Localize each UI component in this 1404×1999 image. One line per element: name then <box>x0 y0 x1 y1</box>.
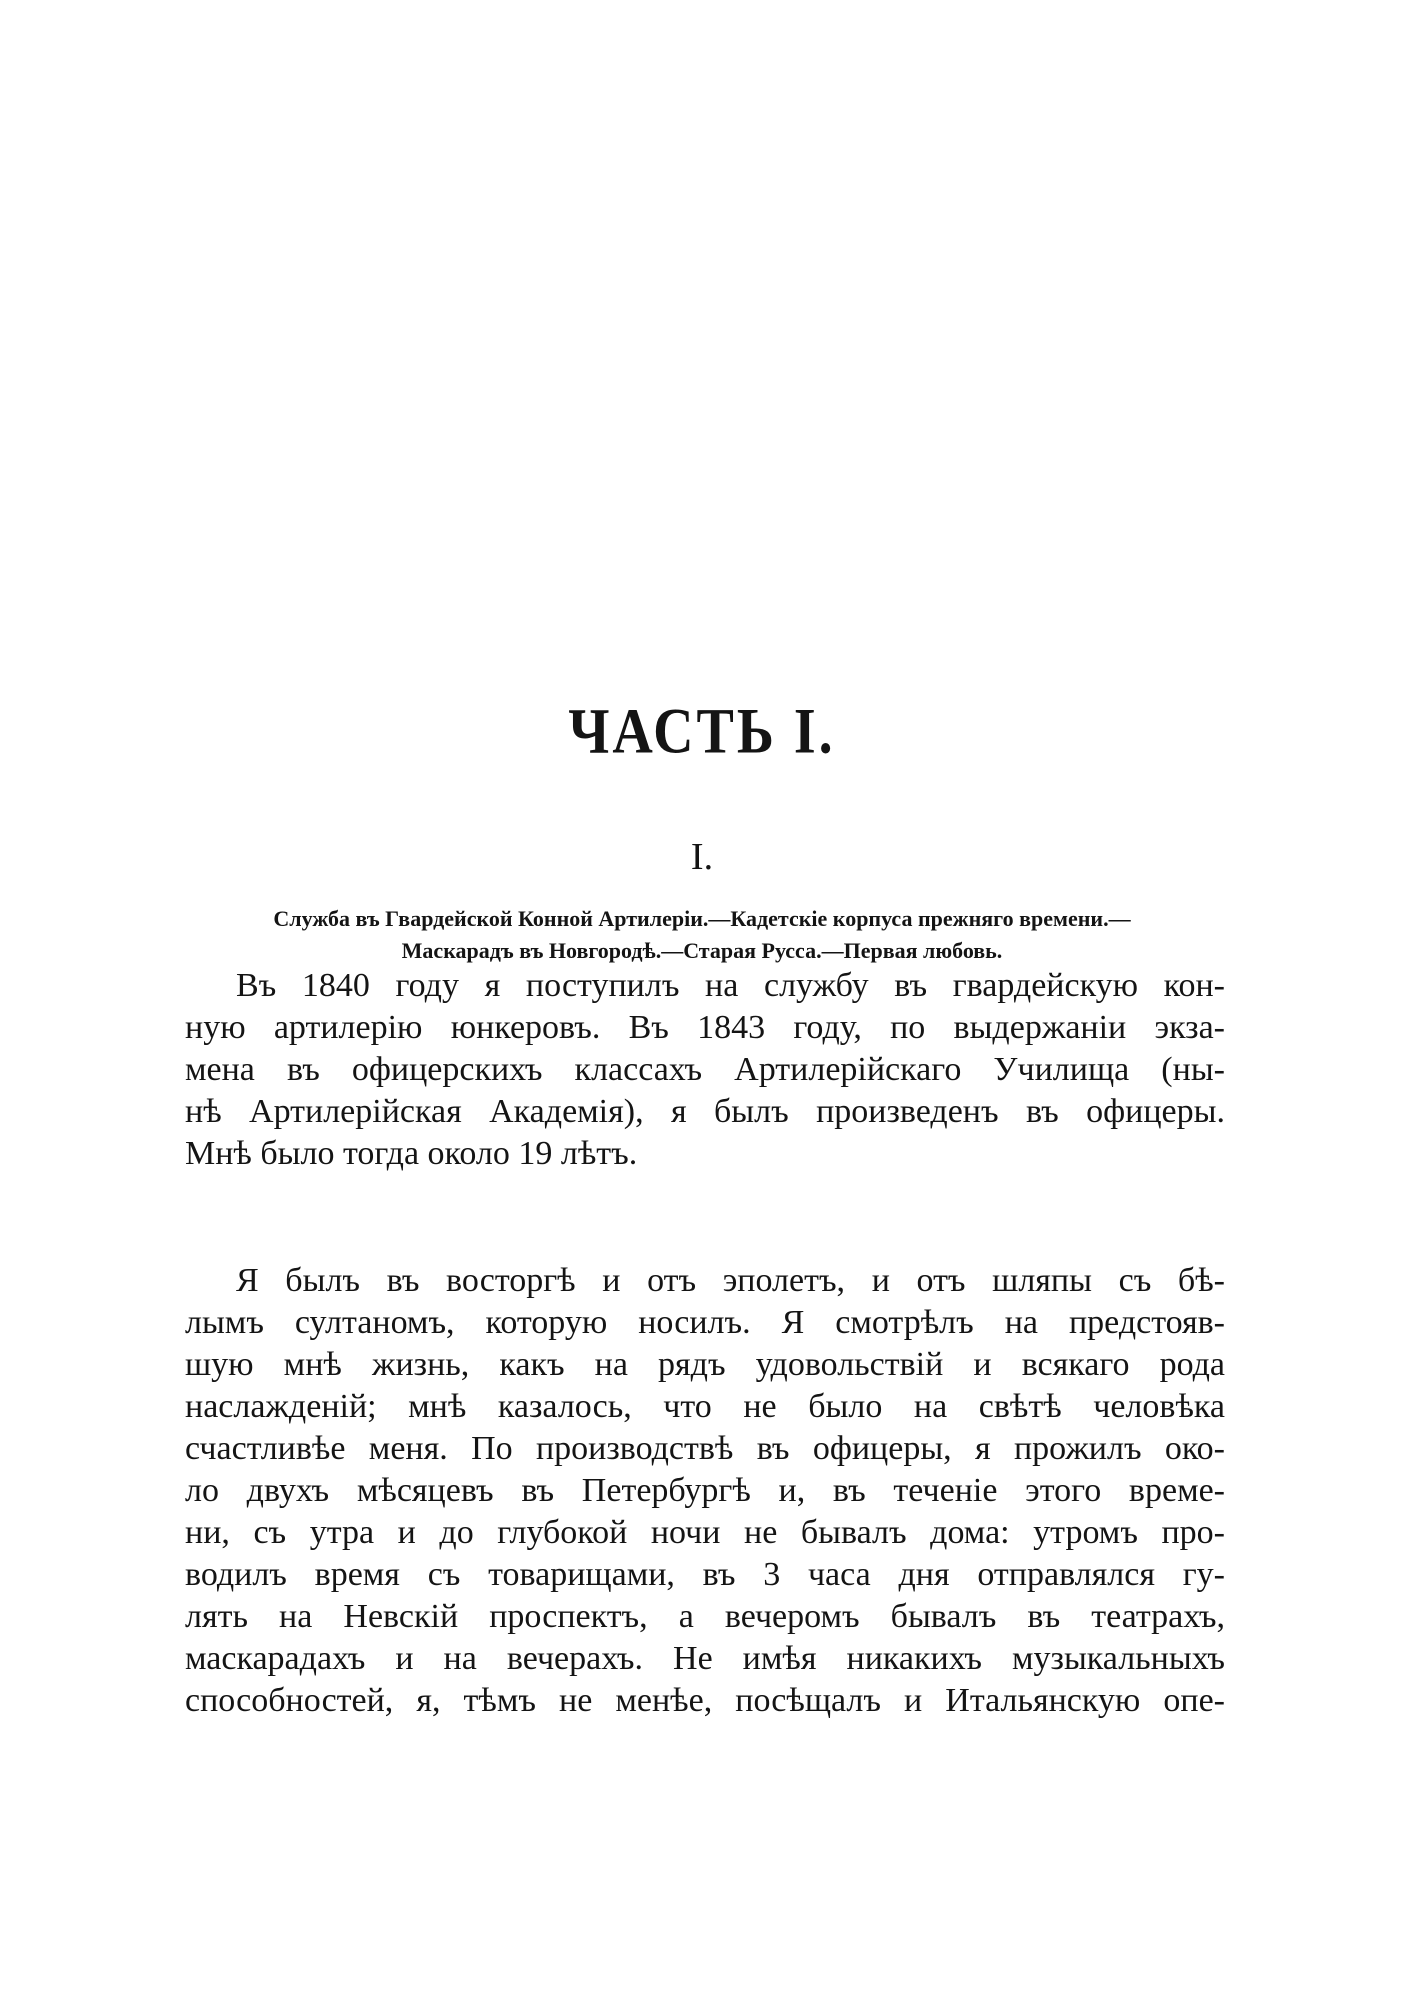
paragraph-2 <box>185 1260 1225 1722</box>
chapter-synopsis <box>170 903 1234 967</box>
text-line: наслажденiй; мнѣ казалось, что не было на свѣтѣ человѣка <box>185 1388 1225 1425</box>
part-title: ЧАСТЬ I. <box>568 696 836 768</box>
text-line: нѣ Артилерiйская Академiя), я былъ произведенъ въ офицеры. <box>185 1093 1225 1130</box>
synopsis-line: Маскарадъ въ Новгородѣ.—Старая Русса.—Первая любовь. <box>401 938 1003 963</box>
text-line: Мнѣ было тогда около 19 лѣтъ. <box>185 1135 638 1172</box>
text-line: способностей, я, тѣмъ не менѣе, посѣщалъ и Итальянскую опе- <box>185 1682 1225 1719</box>
text-line: маскарадахъ и на вечерахъ. Не имѣя никакихъ музыкальныхъ <box>185 1640 1225 1677</box>
paragraph-1 <box>185 965 1225 1175</box>
text-line: шую мнѣ жизнь, какъ на рядъ удовольствiй и всякаго рода <box>185 1346 1225 1383</box>
text-line: Я былъ въ восторгѣ и отъ эполетъ, и отъ шляпы съ бѣ- <box>236 1262 1225 1299</box>
text-line: мена въ офицерскихъ классахъ Артилерiйскаго Училища (ны- <box>185 1051 1225 1088</box>
text-line: ни, съ утра и до глубокой ночи не бывалъ дома: утромъ про- <box>185 1514 1225 1551</box>
text-line: счастливѣе меня. По производствѣ въ офицеры, я прожилъ око- <box>185 1430 1225 1467</box>
text-line: ную артилерiю юнкеровъ. Въ 1843 году, по выдержанiи экза- <box>185 1009 1225 1046</box>
synopsis-line: Служба въ Гвардейской Конной Артилерiи.—Кадетскiе корпуса прежняго времени.— <box>273 906 1131 931</box>
text-line: лымъ султаномъ, которую носилъ. Я смотрѣлъ на предстояв- <box>185 1304 1225 1341</box>
text-line: лять на Невскiй проспектъ, а вечеромъ бывалъ въ театрахъ, <box>185 1598 1225 1635</box>
text-line: водилъ время съ товарищами, въ 3 часа дня отправлялся гу- <box>185 1556 1225 1593</box>
text-line: ло двухъ мѣсяцевъ въ Петербургѣ и, въ теченiе этого време- <box>185 1472 1225 1509</box>
chapter-number: I. <box>690 836 714 878</box>
text-line: Въ 1840 году я поступилъ на службу въ гвардейскую кон- <box>236 967 1225 1004</box>
